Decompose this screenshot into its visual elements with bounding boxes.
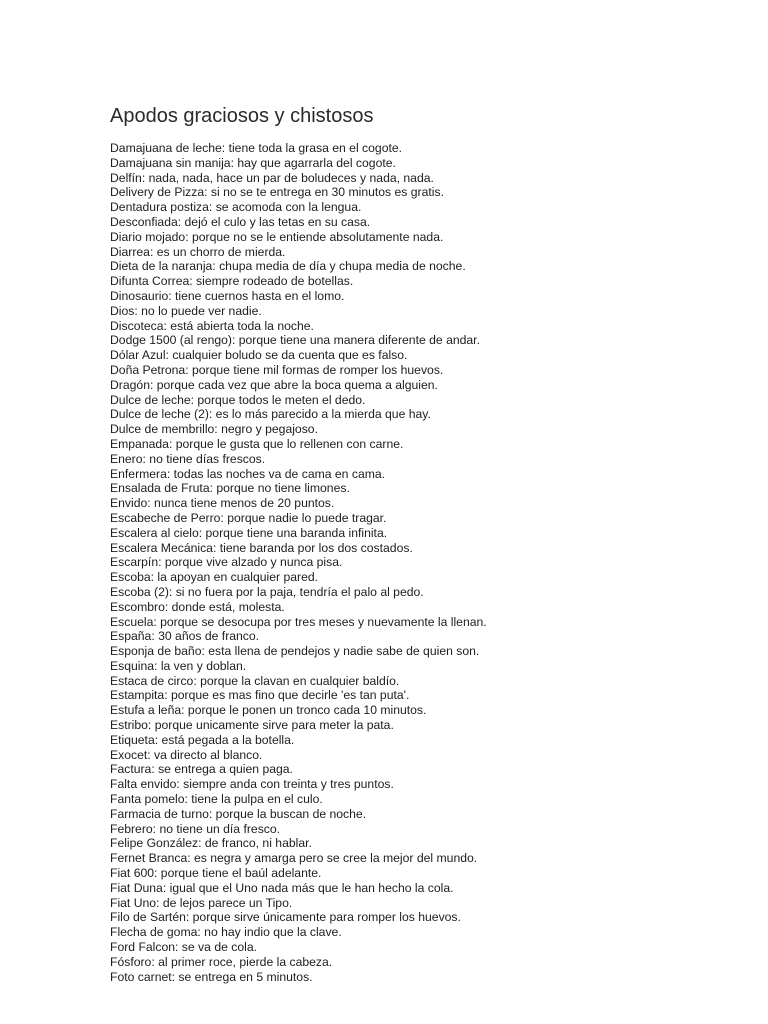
list-item: Escuela: porque se desocupa por tres meses y nuevamente la llenan.	[110, 614, 487, 629]
list-item: Doña Petrona: porque tiene mil formas de romper los huevos.	[110, 362, 444, 377]
list-item: Diarrea: es un chorro de mierda.	[110, 244, 286, 259]
list-item: Dólar Azul: cualquier boludo se da cuenta que es falso.	[110, 348, 408, 363]
page-title: Apodos graciosos y chistosos	[110, 105, 374, 127]
list-item: Dieta de la naranja: chupa media de día y chupa media de noche.	[110, 259, 466, 274]
list-item: Escabeche de Perro: porque nadie lo puede tragar.	[110, 510, 387, 525]
list-item: Enfermera: todas las noches va de cama en cama.	[110, 466, 386, 481]
list-item: Dinosaurio: tiene cuernos hasta en el lomo.	[110, 288, 345, 303]
list-item: Febrero: no tiene un día fresco.	[110, 821, 281, 836]
list-item: Dios: no lo puede ver nadie.	[110, 303, 262, 318]
list-item: Damajuana sin manija: hay que agarrarla del cogote.	[110, 155, 396, 170]
list-item: Etiqueta: está pegada a la botella.	[110, 732, 295, 747]
list-item: Empanada: porque le gusta que lo rellenen con carne.	[110, 436, 404, 451]
list-item: Escoba (2): si no fuera por la paja, tendría el palo al pedo.	[110, 584, 424, 599]
list-item: Escalera Mecánica: tiene baranda por los dos costados.	[110, 540, 413, 555]
list-item: Fiat Duna: igual que el Uno nada más que le han hecho la cola.	[110, 880, 454, 895]
list-item: Escalera al cielo: porque tiene una baranda infinita.	[110, 525, 388, 540]
nickname-list	[110, 141, 750, 984]
list-item: Dulce de membrillo: negro y pegajoso.	[110, 422, 318, 437]
list-item: Esquina: la ven y doblan.	[110, 658, 247, 673]
list-item: Damajuana de leche: tiene toda la grasa en el cogote.	[110, 141, 403, 155]
list-item: Escombro: donde está, molesta.	[110, 599, 285, 614]
list-item: Estaca de circo: porque la clavan en cualquier baldío.	[110, 673, 400, 688]
list-item: Fanta pomelo: tiene la pulpa en el culo.	[110, 792, 323, 807]
list-item: Escarpín: porque vive alzado y nunca pisa.	[110, 555, 343, 570]
list-item: Esponja de baño: esta llena de pendejos y nadie sabe de quien son.	[110, 644, 480, 659]
list-item: España: 30 años de franco.	[110, 629, 260, 644]
list-item: Estribo: porque unicamente sirve para meter la pata.	[110, 718, 394, 733]
list-item: Dulce de leche: porque todos le meten el dedo.	[110, 392, 366, 407]
list-item: Estampita: porque es mas fino que decirle 'es tan puta'.	[110, 688, 410, 703]
list-item: Delfín: nada, nada, hace un par de boludeces y nada, nada.	[110, 170, 434, 185]
list-item: Delivery de Pizza: si no se te entrega en 30 minutos es gratis.	[110, 185, 444, 200]
list-item: Fiat 600: porque tiene el baúl adelante.	[110, 866, 322, 881]
list-item: Envido: nunca tiene menos de 20 puntos.	[110, 496, 335, 511]
list-item: Exocet: va directo al blanco.	[110, 747, 263, 762]
list-item: Dodge 1500 (al rengo): porque tiene una manera diferente de andar.	[110, 333, 480, 348]
list-item: Filo de Sartén: porque sirve únicamente para romper los huevos.	[110, 910, 461, 925]
list-item: Diario mojado: porque no se le entiende absolutamente nada.	[110, 229, 444, 244]
list-item: Falta envido: siempre anda con treinta y tres puntos.	[110, 777, 394, 792]
list-item: Desconfiada: dejó el culo y las tetas en su casa.	[110, 214, 371, 229]
list-item: Difunta Correa: siempre rodeado de botellas.	[110, 274, 354, 289]
list-item: Foto carnet: se entrega en 5 minutos.	[110, 969, 313, 984]
list-item: Estufa a leña: porque le ponen un tronco cada 10 minutos.	[110, 703, 427, 718]
list-item: Fósforo: al primer roce, pierde la cabeza.	[110, 954, 333, 969]
list-item: Dentadura postiza: se acomoda con la lengua.	[110, 200, 362, 215]
list-item: Dulce de leche (2): es lo más parecido a la mierda que hay.	[110, 407, 431, 422]
list-item: Flecha de goma: no hay indio que la clave.	[110, 925, 342, 940]
list-item: Enero: no tiene días frescos.	[110, 451, 266, 466]
list-item: Discoteca: está abierta toda la noche.	[110, 318, 314, 333]
list-item: Farmacia de turno: porque la buscan de noche.	[110, 806, 367, 821]
list-item: Factura: se entrega a quien paga.	[110, 762, 293, 777]
list-item: Fernet Branca: es negra y amarga pero se cree la mejor del mundo.	[110, 851, 478, 866]
list-item: Ford Falcon: se va de cola.	[110, 940, 257, 955]
list-item: Fiat Uno: de lejos parece un Tipo.	[110, 895, 293, 910]
list-item: Ensalada de Fruta: porque no tiene limones.	[110, 481, 350, 496]
list-item: Escoba: la apoyan en cualquier pared.	[110, 570, 319, 585]
list-item: Felipe González: de franco, ni hablar.	[110, 836, 312, 851]
list-item: Dragón: porque cada vez que abre la boca quema a alguien.	[110, 377, 438, 392]
